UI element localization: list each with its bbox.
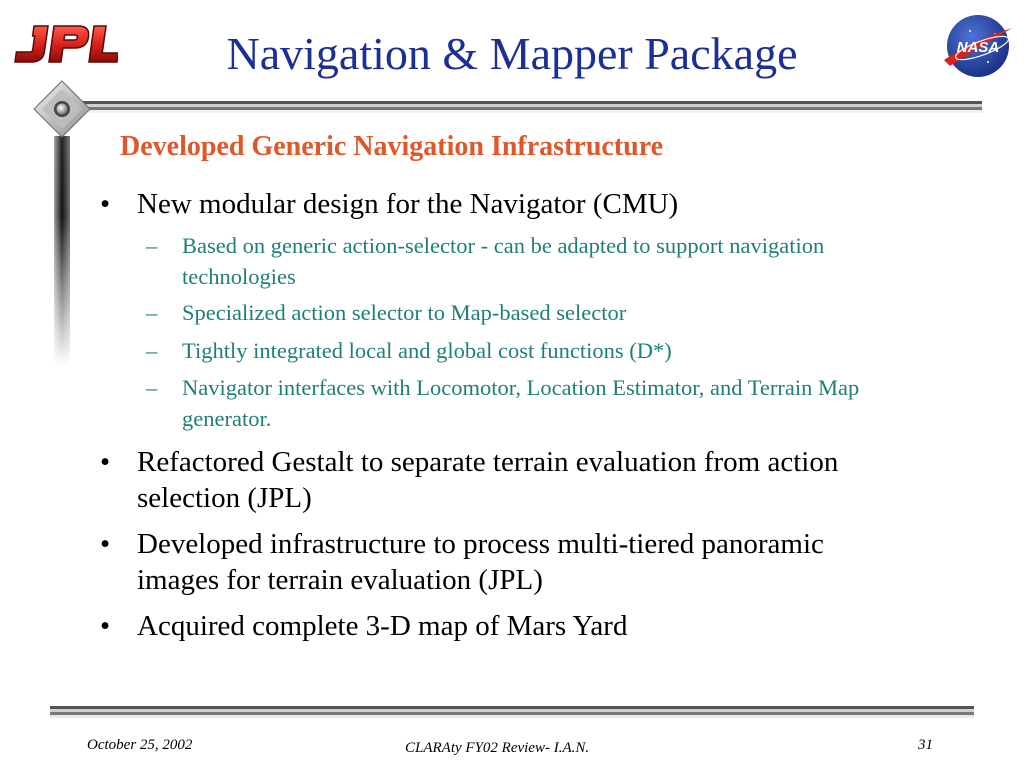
bullet-item — [100, 444, 900, 516]
slide-title: Navigation & Mapper Package — [226, 28, 798, 79]
jpl-logo-text: JPL — [62, 72, 64, 73]
nasa-logo-text: NASA — [956, 39, 1000, 56]
sub-bullet-text: Based on generic action-selector - can be adapted to support navigation technologies — [182, 233, 825, 289]
footer-presentation-title: CLARAty FY02 Review- I.A.N. — [405, 740, 590, 756]
sub-bullet-text: Specialized action selector to Map-based selector — [182, 300, 627, 325]
sub-bullet-marker: – — [146, 233, 158, 258]
bullet-item — [100, 186, 900, 222]
bullet-marker: • — [100, 528, 111, 560]
sub-bullet-item — [146, 335, 906, 366]
bullet-marker: • — [100, 610, 111, 642]
bullet-text: Developed infrastructure to process multi-tiered panoramic images for terrain evaluation (JPL) — [137, 528, 824, 596]
sub-bullet-marker: – — [146, 375, 158, 400]
diamond-ornament — [33, 80, 91, 138]
sub-bullet-item — [146, 297, 906, 328]
sub-bullet-item — [146, 372, 906, 434]
footer-date: October 25, 2002 — [87, 737, 193, 753]
sub-bullet-marker: – — [146, 300, 158, 325]
slide-subtitle: Developed Generic Navigation Infrastructure — [120, 131, 664, 162]
bullet-text: New modular design for the Navigator (CMU) — [137, 188, 679, 220]
bottom-divider — [50, 706, 974, 720]
bullet-text: Acquired complete 3-D map of Mars Yard — [137, 610, 628, 642]
bullet-marker: • — [100, 446, 111, 478]
bullet-item — [100, 608, 900, 644]
bullet-marker: • — [100, 188, 111, 220]
left-vertical-bar — [54, 136, 70, 366]
sub-bullet-item — [146, 230, 906, 292]
sub-bullet-text: Tightly integrated local and global cost functions (D*) — [182, 338, 672, 363]
top-divider — [60, 101, 982, 113]
sub-bullet-text: Navigator interfaces with Locomotor, Location Estimator, and Terrain Map generator. — [182, 375, 860, 431]
bullet-item — [100, 526, 900, 598]
sub-bullet-marker: – — [146, 338, 158, 363]
footer-page-number: 31 — [918, 737, 933, 753]
bullet-text: Refactored Gestalt to separate terrain evaluation from action selection (JPL) — [137, 446, 839, 514]
